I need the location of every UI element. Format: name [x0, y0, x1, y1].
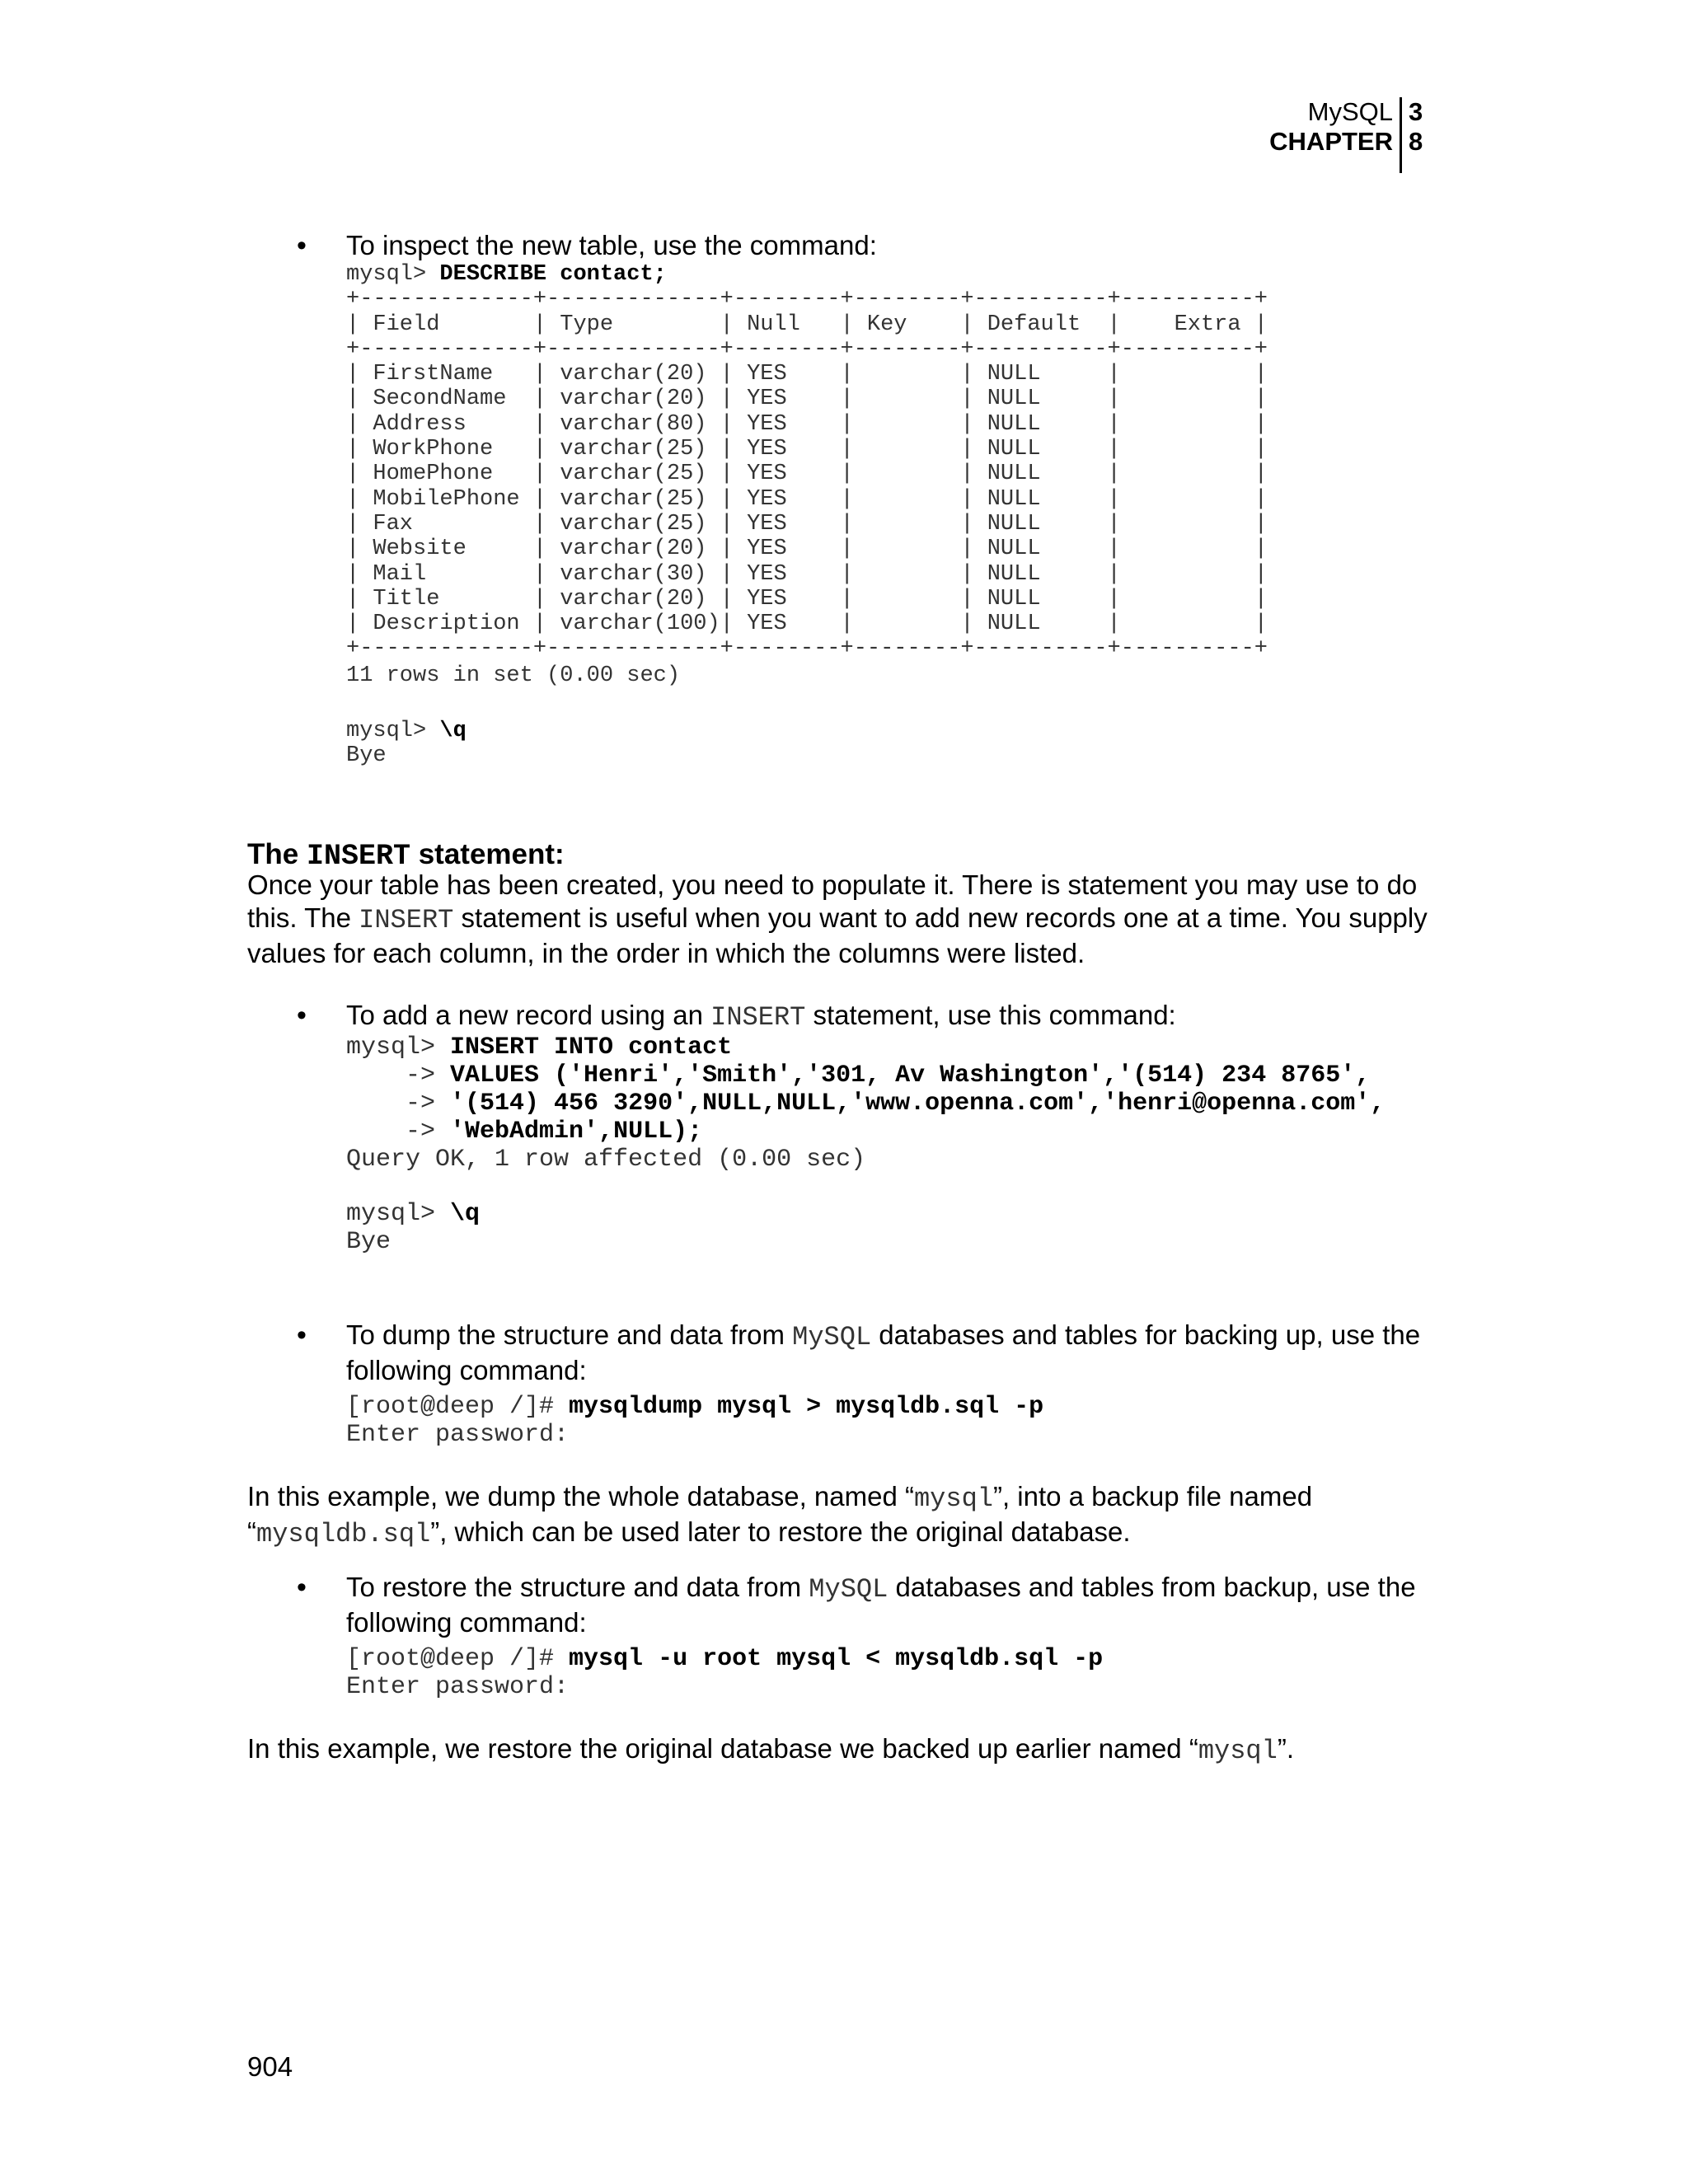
table-border-line: +-------------+-------------+--------+--------+----------+----------+ [346, 287, 1268, 312]
describe-intro: To inspect the new table, use the command: [346, 230, 877, 260]
insert-quit-block [346, 1200, 480, 1256]
table-row: | Website | varchar(20) | YES | | NULL | | [346, 537, 1268, 562]
table-row: | Fax | varchar(25) | YES | | NULL | | [346, 511, 1268, 537]
insert-values: 'WebAdmin',NULL); [450, 1118, 703, 1146]
bye-line: Bye [346, 1228, 392, 1256]
paragraph-text: statement is useful when you want to add new records one at a time. You supply values for each column, in the order in which the columns were listed. [247, 902, 1428, 968]
bullet-text: To dump the structure and data from [346, 1319, 793, 1350]
mysql-prompt: mysql> [346, 262, 440, 287]
continuation-prompt: -> [346, 1118, 451, 1146]
quit-line [346, 719, 467, 743]
password-prompt: Enter password: [346, 1673, 570, 1701]
heading-code: INSERT [306, 840, 410, 873]
bullet-text: To add a new record using an [346, 1000, 711, 1030]
heading-text: The [247, 838, 307, 870]
dump-code-block [346, 1393, 1043, 1449]
restore-bullet-text [346, 1571, 1451, 1639]
table-row: | MobilePhone | varchar(25) | YES | | NULL | | [346, 486, 1268, 512]
describe-quit-block [346, 719, 467, 769]
dump-explanation [247, 1480, 1401, 1551]
mysql-prompt: mysql> [346, 719, 440, 743]
restore-command-line [346, 1645, 1103, 1673]
header-chapter-label: CHAPTER [1269, 127, 1393, 156]
inline-code: MySQL [792, 1322, 872, 1352]
heading-text: statement: [410, 838, 565, 870]
insert-line-4 [346, 1118, 1385, 1146]
header-labels [1269, 97, 1393, 157]
header-divider [1400, 97, 1402, 173]
table-row: | WorkPhone | varchar(25) | YES | | NULL | | [346, 437, 1268, 462]
bullet-text: databases and tables for backing up, use the following command: [346, 1319, 1421, 1385]
insert-values: '(514) 456 3290',NULL,NULL,'www.openna.com','henri@openna.com', [450, 1090, 1386, 1118]
paragraph-text: ”, which can be used later to restore the original database. [430, 1516, 1131, 1547]
table-border-line: +-------------+-------------+--------+--------+----------+----------+ [346, 336, 1268, 362]
insert-result: Query OK, 1 row affected (0.00 sec) [346, 1146, 866, 1174]
inline-code: INSERT [359, 905, 454, 935]
running-header [1236, 97, 1434, 171]
shell-prompt: [root@deep /]# [346, 1393, 570, 1421]
inline-code: INSERT [710, 1002, 806, 1033]
dump-bullet-text [346, 1319, 1434, 1387]
insert-bullet-text [346, 999, 1451, 1034]
bullet-text: statement, use this command: [805, 1000, 1176, 1030]
inline-code: mysql [913, 1483, 993, 1514]
dump-command: mysqldump mysql > mysqldb.sql -p [569, 1393, 1044, 1421]
restore-explanation [247, 1732, 1434, 1768]
insert-line-2 [346, 1062, 1385, 1090]
describe-command: DESCRIBE contact; [439, 262, 667, 287]
paragraph-text: Once your table has been created, you need to populate it. There is statement you may use to do this. The [247, 869, 1418, 933]
bullet-text: databases and tables from backup, use the following command: [346, 1572, 1416, 1638]
insert-paragraph [247, 869, 1434, 970]
inline-code: mysql [1198, 1736, 1278, 1766]
quit-line [346, 1200, 480, 1228]
continuation-prompt: -> [346, 1062, 451, 1090]
insert-code-block [346, 1033, 1385, 1174]
table-row: | Title | varchar(20) | YES | | NULL | | [346, 586, 1268, 612]
paragraph-text: In this example, we dump the whole database, named “ [247, 1481, 914, 1511]
paragraph-text: In this example, we restore the original database we backed up earlier named “ [247, 1733, 1198, 1764]
header-part-number: 3 [1409, 97, 1423, 126]
dump-command-line [346, 1393, 1043, 1421]
bullet-marker: • [297, 1572, 307, 1603]
paragraph-text: ”. [1277, 1733, 1294, 1764]
quit-command: \q [450, 1200, 481, 1228]
table-border-line: +-------------+-------------+--------+--------+----------+----------+ [346, 636, 1268, 662]
page-number: 904 [247, 2051, 293, 2082]
header-section: MySQL [1307, 97, 1393, 126]
bye-line: Bye [346, 743, 387, 769]
bullet-text: To restore the structure and data from [346, 1572, 809, 1602]
insert-command: INSERT INTO contact [450, 1033, 733, 1062]
describe-table [346, 287, 1268, 661]
password-prompt: Enter password: [346, 1421, 570, 1449]
restore-command: mysql -u root mysql < mysqldb.sql -p [569, 1645, 1104, 1673]
shell-prompt: [root@deep /]# [346, 1645, 570, 1673]
mysql-prompt: mysql> [346, 1200, 451, 1228]
describe-result: 11 rows in set (0.00 sec) [346, 663, 681, 688]
table-row: | Field | Type | Null | Key | Default | Extra | [346, 312, 1268, 337]
continuation-prompt: -> [346, 1090, 451, 1118]
bullet-marker: • [297, 1319, 307, 1351]
bullet-marker: • [297, 1000, 307, 1031]
table-row: | Mail | varchar(30) | YES | | NULL | | [346, 561, 1268, 587]
restore-code-block [346, 1645, 1103, 1701]
paragraph-text: ”, into a backup file named “ [247, 1481, 1313, 1547]
table-row: | SecondName | varchar(20) | YES | | NULL | | [346, 387, 1268, 412]
inline-code: mysqldb.sql [256, 1519, 431, 1549]
table-row: | Address | varchar(80) | YES | | NULL | | [346, 411, 1268, 437]
describe-code-block [346, 262, 1268, 662]
header-chapter-number: 8 [1409, 127, 1423, 156]
bullet-marker: • [297, 230, 307, 261]
insert-line-1 [346, 1033, 1385, 1062]
table-row: | Description | varchar(100)| YES | | NULL | | [346, 612, 1268, 637]
mysql-prompt: mysql> [346, 1033, 451, 1062]
table-row: | FirstName | varchar(20) | YES | | NULL | | [346, 362, 1268, 387]
inline-code: MySQL [809, 1574, 889, 1605]
quit-command: \q [439, 719, 467, 743]
describe-command-line [346, 262, 1268, 287]
describe-result-block [346, 663, 680, 688]
insert-line-3 [346, 1090, 1385, 1118]
header-numbers [1409, 97, 1423, 157]
insert-values: VALUES ('Henri','Smith','301, Av Washington','(514) 234 8765', [450, 1062, 1371, 1090]
table-row: | HomePhone | varchar(25) | YES | | NULL | | [346, 462, 1268, 487]
